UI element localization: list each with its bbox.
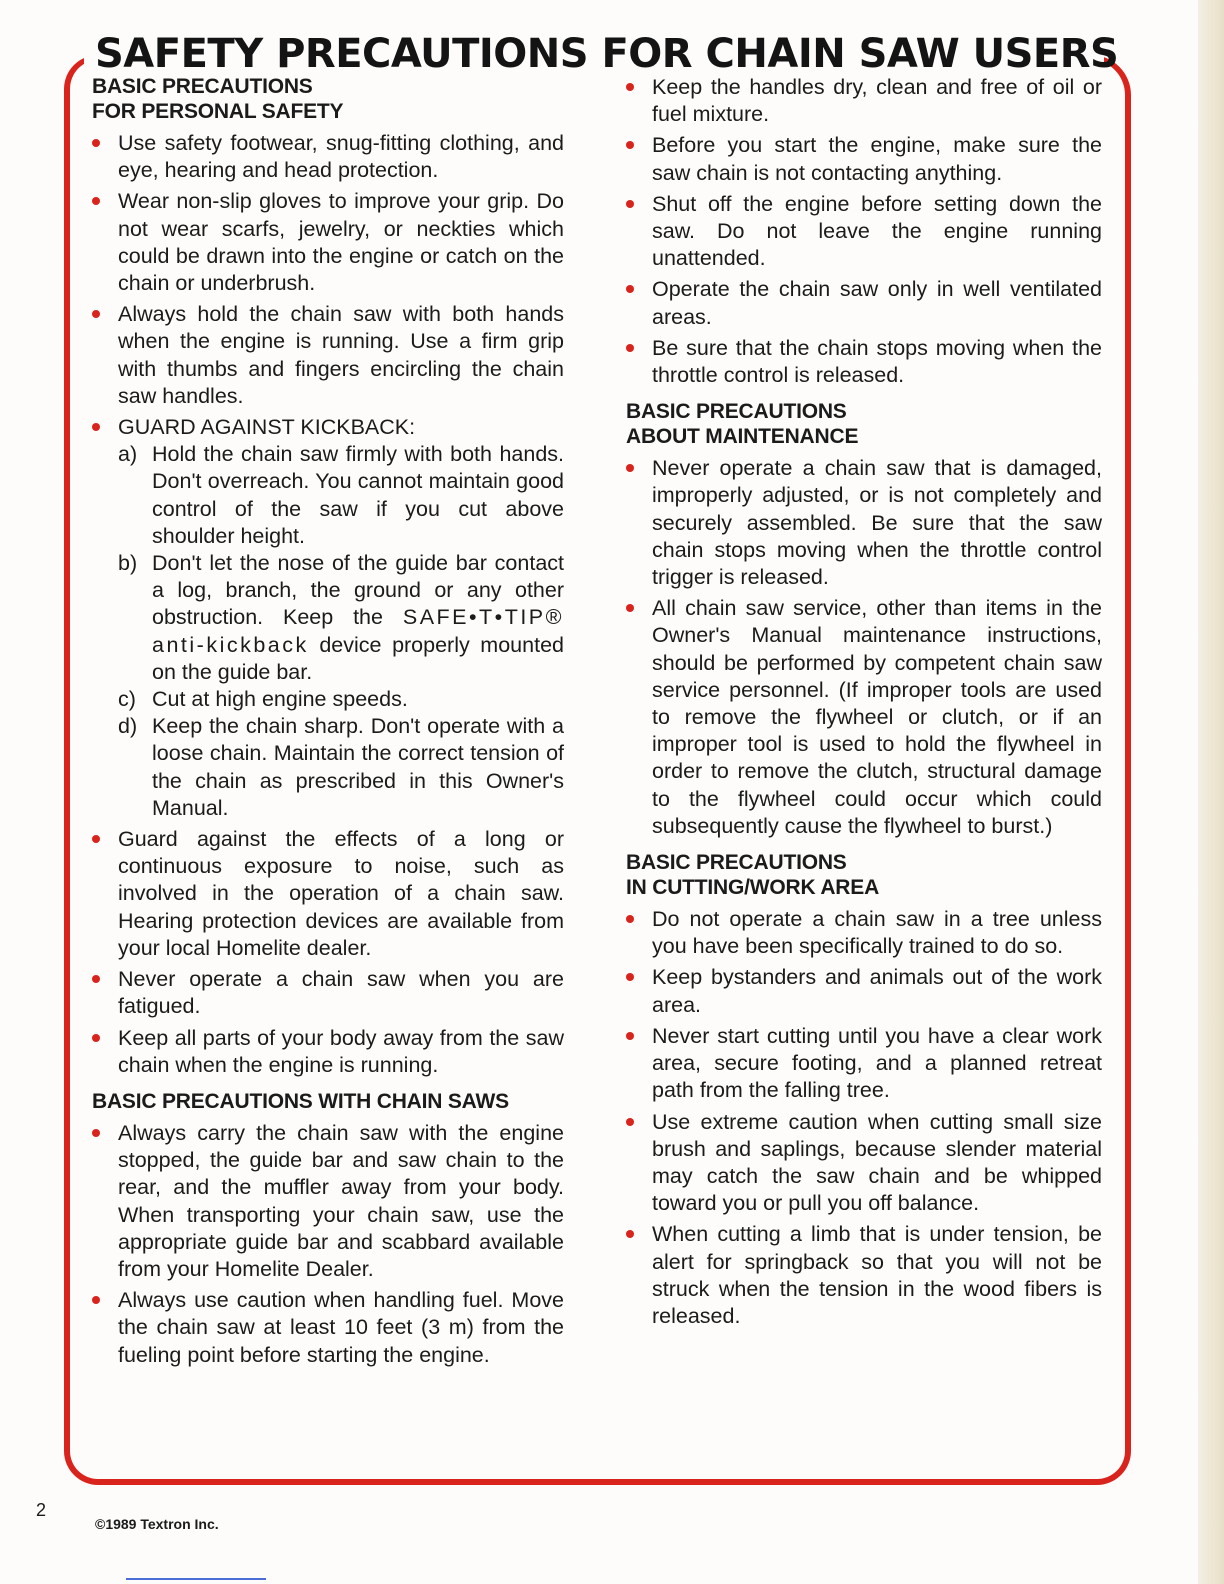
- list-item: Before you start the engine, make sure the saw chain is not contacting anything.: [626, 132, 1102, 186]
- heading-line: BASIC PRECAUTIONS: [626, 851, 847, 875]
- list-item: Keep bystanders and animals out of the work area.: [626, 964, 1102, 1018]
- bullet-icon: [626, 464, 634, 472]
- bullet-icon: [626, 1230, 634, 1238]
- page-title: SAFETY PRECAUTIONS FOR CHAIN SAW USERS: [95, 31, 1119, 77]
- sub-list-item: b) Don't let the nose of the guide bar contact a log, branch, the ground or any other obstruction. Keep the SAFE•T•TIP® anti-kickback device properly mounted on the guide bar.: [118, 551, 564, 684]
- list-item: All chain saw service, other than items in the Owner's Manual maintenance instructions, should be performed by competent chain saw service personnel. (If improper tools are used to remove the flywheel or clutch, or if an improper tool is used to hold the flywheel in order to remove the clutch, structural damage to the flywheel could occur which could subsequently cause the flywheel to burst.): [626, 595, 1102, 840]
- list-item: Always hold the chain saw with both hands when the engine is running. Use a firm grip with thumbs and fingers encircling the chain saw handles.: [92, 301, 564, 410]
- bullet-icon: [626, 1032, 634, 1040]
- bullet-icon: [626, 973, 634, 981]
- link-underline: [126, 1578, 266, 1580]
- list-item: Do not operate a chain saw in a tree unless you have been specifically trained to do so.: [626, 906, 1102, 960]
- heading-line: ABOUT MAINTENANCE: [626, 425, 859, 449]
- list-item: Always use caution when handling fuel. Move the chain saw at least 10 feet (3 m) from the fueling point before starting the engine.: [92, 1287, 564, 1369]
- bullet-icon: [626, 83, 634, 91]
- list-item: Always carry the chain saw with the engine stopped, the guide bar and saw chain to the rear, and the muffler away from your body. When transporting your chain saw, use the appropriate guide bar and scabbard available from your Homelite Dealer.: [92, 1120, 564, 1283]
- list-item: When cutting a limb that is under tension, be alert for springback so that you will not be struck when the tension in the wood fibers is released.: [626, 1221, 1102, 1330]
- list-item: Keep all parts of your body away from the saw chain when the engine is running.: [92, 1025, 564, 1079]
- list-item: Never operate a chain saw that is damaged, improperly adjusted, or is not completely and securely assembled. Be sure that the saw chain stops moving when the throttle control trigger is released.: [626, 455, 1102, 591]
- sub-list-item: a) Hold the chain saw firmly with both hands. Don't overreach. You cannot maintain good control of the saw if you cut above shoulder height.: [118, 442, 564, 548]
- section-heading-cutting: [626, 850, 1102, 900]
- page-number: 2: [36, 1500, 47, 1520]
- sub-list-item: d) Keep the chain sharp. Don't operate with a loose chain. Maintain the correct tension of the chain as prescribed in this Owner's Manual.: [118, 714, 564, 820]
- bullet-icon: [626, 344, 634, 352]
- bullet-icon: [92, 310, 100, 318]
- list-item: Keep the handles dry, clean and free of oil or fuel mixture.: [626, 74, 1102, 128]
- list-item: Never start cutting until you have a clear work area, secure footing, and a planned retreat path from the falling tree.: [626, 1023, 1102, 1105]
- right-column: [626, 74, 1102, 1334]
- heading-line: IN CUTTING/WORK AREA: [626, 876, 880, 900]
- bullet-icon: [626, 915, 634, 923]
- list-item: Never operate a chain saw when you are fatigued.: [92, 966, 564, 1020]
- section-heading-personal-safety: [92, 74, 564, 124]
- list-item: Use safety footwear, snug-fitting clothing, and eye, hearing and head protection.: [92, 130, 564, 184]
- bullet-icon: [92, 1296, 100, 1304]
- bullet-icon: [626, 1118, 634, 1126]
- list-item: Guard against the effects of a long or continuous exposure to noise, such as involved in the operation of a chain saw. Hearing protection devices are available from your local Homelite dealer.: [92, 826, 564, 962]
- bullet-icon: [92, 139, 100, 147]
- list-item: Be sure that the chain stops moving when the throttle control is released.: [626, 335, 1102, 389]
- bullet-icon: [626, 200, 634, 208]
- bullet-icon: [626, 604, 634, 612]
- trademark-text: SAFE•T•TIP® anti-kickback: [152, 605, 564, 657]
- bullet-icon: [92, 975, 100, 983]
- bullet-icon: [92, 1034, 100, 1042]
- page-edge: [1198, 0, 1224, 1584]
- sub-list-item: c) Cut at high engine speeds.: [118, 687, 408, 712]
- bullet-icon: [92, 423, 100, 431]
- heading-line: FOR PERSONAL SAFETY: [92, 100, 344, 123]
- list-item-kickback: GUARD AGAINST KICKBACK:: [92, 414, 564, 441]
- bullet-icon: [626, 285, 634, 293]
- bullet-icon: [626, 141, 634, 149]
- heading-line: BASIC PRECAUTIONS: [92, 75, 313, 98]
- heading-line: BASIC PRECAUTIONS: [626, 400, 847, 424]
- list-item: Use extreme caution when cutting small size brush and saplings, because slender material may catch the saw chain and be whipped toward you or pull you off balance.: [626, 1109, 1102, 1218]
- bullet-icon: [92, 835, 100, 843]
- bullet-icon: [92, 1129, 100, 1137]
- section-heading-maintenance: [626, 399, 1102, 449]
- left-column: [92, 74, 564, 1373]
- list-item: Shut off the engine before setting down the saw. Do not leave the engine running unattended.: [626, 191, 1102, 273]
- bullet-icon: [92, 197, 100, 205]
- section-heading-chain-saws: BASIC PRECAUTIONS WITH CHAIN SAWS: [92, 1089, 509, 1113]
- copyright-notice: ©1989 Textron Inc.: [95, 1516, 219, 1532]
- list-item: Operate the chain saw only in well ventilated areas.: [626, 276, 1102, 330]
- list-item: Wear non-slip gloves to improve your grip. Do not wear scarfs, jewelry, or neckties which could be drawn into the engine or catch on the chain or underbrush.: [92, 188, 564, 297]
